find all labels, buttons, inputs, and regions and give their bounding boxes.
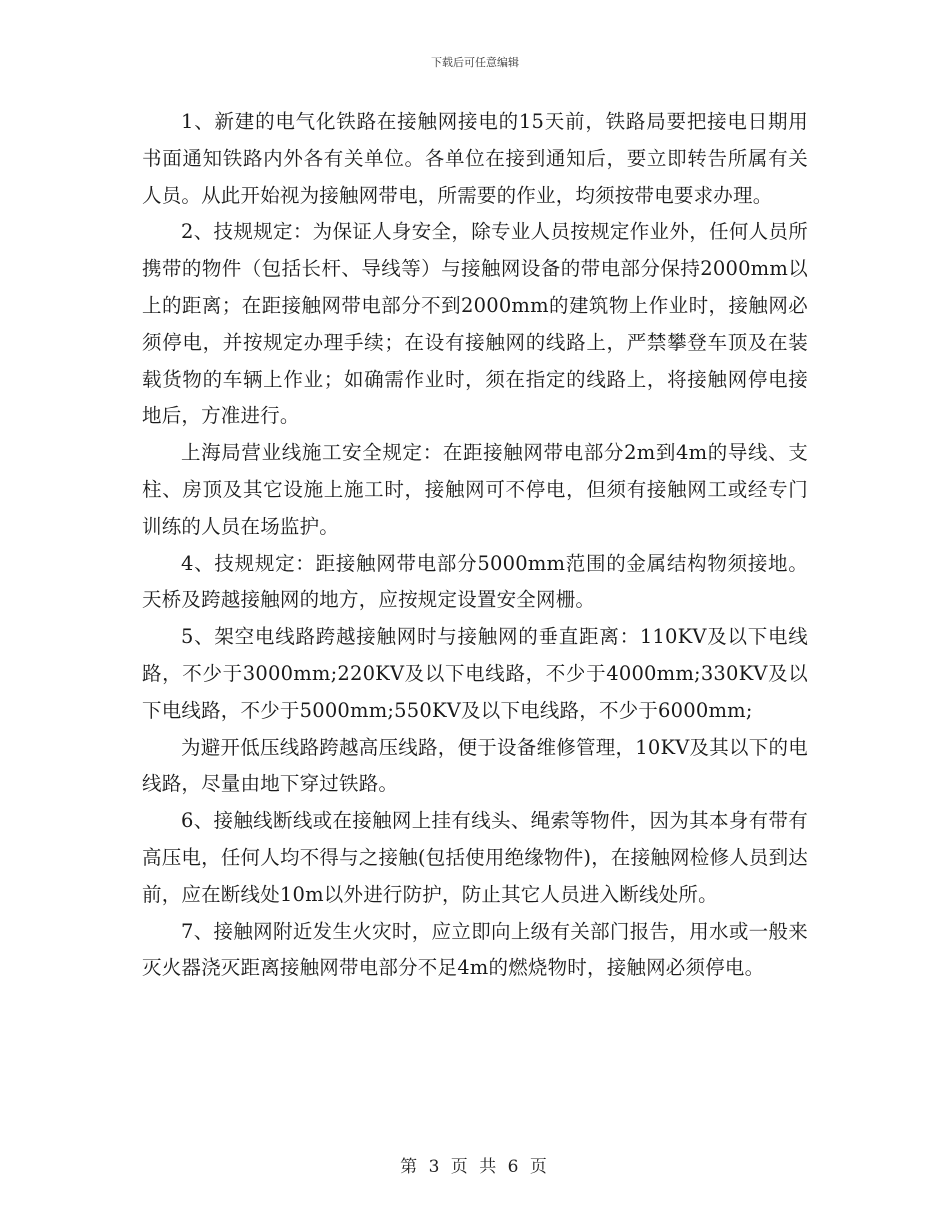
page-number-footer: 第 3 页 共 6 页 bbox=[400, 1157, 550, 1177]
document-body bbox=[142, 104, 808, 987]
paragraph-4: 4、技规规定：距接触网带电部分5000mm范围的金属结构物须接地。天桥及跨越接触网的地方，应按规定设置安全网栅。 bbox=[142, 551, 808, 612]
paragraph-5: 5、架空电线路跨越接触网时与接触网的垂直距离：110KV及以下电线路，不少于3000mm;220KV及以下电线路，不少于4000mm;330KV及以下电线路，不少于5000mm;550KV及以下电线路，不少于6000mm; bbox=[142, 625, 808, 722]
paragraph-7: 6、接触线断线或在接触网上挂有线头、绳索等物件，因为其本身有带有高压电，任何人均不得与之接触(包括使用绝缘物件)，在接触网检修人员到达前，应在断线处10m以外进行防护，防止其它人员进入断线处所。 bbox=[142, 809, 808, 906]
paragraph-8: 7、接触网附近发生火灾时，应立即向上级有关部门报告，用水或一般来灭火器浇灭距离接触网带电部分不足4m的燃烧物时，接触网必须停电。 bbox=[142, 919, 808, 980]
paragraph-3: 上海局营业线施工安全规定：在距接触网带电部分2m到4m的导线、支柱、房顶及其它设施上施工时，接触网可不停电，但须有接触网工或经专门训练的人员在场监护。 bbox=[142, 441, 808, 538]
page-header: 下载后可任意编辑 bbox=[431, 56, 519, 69]
paragraph-1: 1、新建的电气化铁路在接触网接电的15天前，铁路局要把接电日期用书面通知铁路内外各有关单位。各单位在接到通知后，要立即转告所属有关人员。从此开始视为接触网带电，所需要的作业，均须按带电要求办理。 bbox=[142, 110, 808, 207]
paragraph-6: 为避开低压线路跨越高压线路，便于设备维修管理，10KV及其以下的电线路，尽量由地下穿过铁路。 bbox=[142, 735, 808, 796]
paragraph-2: 2、技规规定：为保证人身安全，除专业人员按规定作业外，任何人员所携带的物件（包括长杆、导线等）与接触网设备的带电部分保持2000mm以上的距离；在距接触网带电部分不到2000mm的建筑物上作业时，接触网必须停电，并按规定办理手续；在设有接触网的线路上，严禁攀登车顶及在装载货物的车辆上作业；如确需作业时，须在指定的线路上，将接触网停电接地后，方准进行。 bbox=[142, 220, 808, 428]
